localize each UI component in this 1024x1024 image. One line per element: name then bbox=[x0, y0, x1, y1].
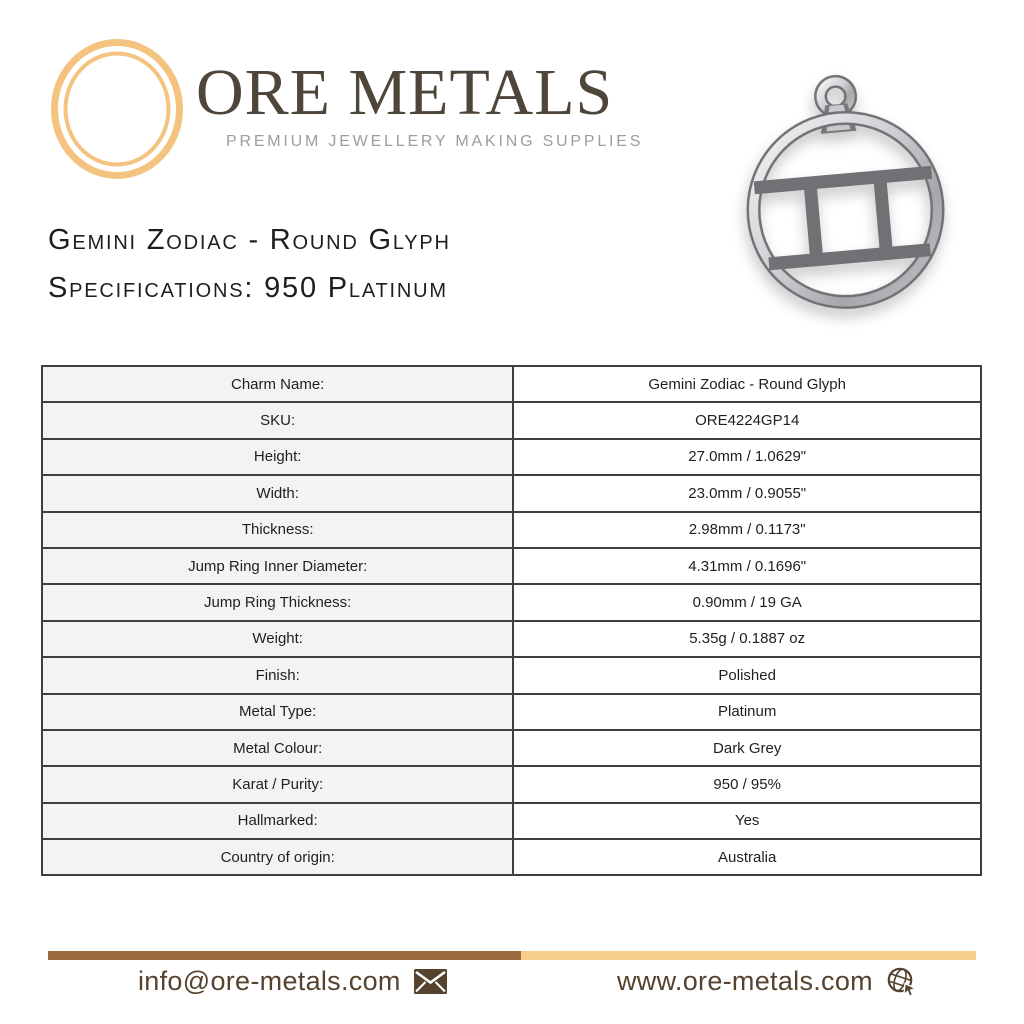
spec-label: Finish: bbox=[42, 657, 513, 693]
spec-value: Polished bbox=[513, 657, 981, 693]
spec-table-row bbox=[42, 766, 981, 802]
spec-value: Australia bbox=[513, 839, 981, 875]
envelope-icon bbox=[414, 969, 447, 994]
spec-value: ORE4224GP14 bbox=[513, 402, 981, 438]
footer-divider-gold-segment bbox=[521, 951, 976, 960]
spec-label: Hallmarked: bbox=[42, 803, 513, 839]
spec-label: Charm Name: bbox=[42, 366, 513, 402]
spec-table-row bbox=[42, 548, 981, 584]
spec-table-row bbox=[42, 657, 981, 693]
spec-table-row bbox=[42, 730, 981, 766]
spec-label: SKU: bbox=[42, 402, 513, 438]
spec-label: Karat / Purity: bbox=[42, 766, 513, 802]
spec-value: Gemini Zodiac - Round Glyph bbox=[513, 366, 981, 402]
email-text[interactable]: info@ore-metals.com bbox=[138, 966, 401, 996]
spec-table-row bbox=[42, 475, 981, 511]
product-title-block bbox=[48, 216, 608, 312]
spec-table bbox=[41, 365, 982, 876]
spec-label: Country of origin: bbox=[42, 839, 513, 875]
spec-label: Height: bbox=[42, 439, 513, 475]
spec-label: Width: bbox=[42, 475, 513, 511]
brand-tagline: PREMIUM JEWELLERY MAKING SUPPLIES bbox=[226, 133, 644, 150]
spec-label: Jump Ring Inner Diameter: bbox=[42, 548, 513, 584]
spec-value: Dark Grey bbox=[513, 730, 981, 766]
product-title: Gemini Zodiac - Round Glyph bbox=[48, 224, 451, 256]
spec-value: Platinum bbox=[513, 694, 981, 730]
website-text[interactable]: www.ore-metals.com bbox=[617, 966, 873, 996]
spec-table-row bbox=[42, 839, 981, 875]
brand-name: ORE METALS bbox=[196, 56, 614, 129]
globe-icon bbox=[886, 966, 917, 997]
spec-table-row bbox=[42, 803, 981, 839]
spec-table-row bbox=[42, 621, 981, 657]
spec-value: 0.90mm / 19 GA bbox=[513, 584, 981, 620]
spec-value: 950 / 95% bbox=[513, 766, 981, 802]
spec-label: Metal Type: bbox=[42, 694, 513, 730]
spec-value: 4.31mm / 0.1696" bbox=[513, 548, 981, 584]
spec-value: 5.35g / 0.1887 oz bbox=[513, 621, 981, 657]
spec-value: 23.0mm / 0.9055" bbox=[513, 475, 981, 511]
footer-divider bbox=[48, 951, 976, 960]
spec-table-row bbox=[42, 402, 981, 438]
spec-label: Metal Colour: bbox=[42, 730, 513, 766]
charm-product-image bbox=[690, 34, 1000, 346]
spec-table-row bbox=[42, 366, 981, 402]
spec-table-row bbox=[42, 584, 981, 620]
footer-divider-brown-segment bbox=[48, 951, 521, 960]
spec-table-row bbox=[42, 439, 981, 475]
spec-value: 27.0mm / 1.0629" bbox=[513, 439, 981, 475]
email-contact[interactable] bbox=[138, 966, 447, 997]
spec-value: Yes bbox=[513, 803, 981, 839]
product-subtitle: Specifications: 950 Platinum bbox=[48, 272, 448, 304]
spec-value: 2.98mm / 0.1173" bbox=[513, 512, 981, 548]
spec-label: Thickness: bbox=[42, 512, 513, 548]
spec-table-row bbox=[42, 512, 981, 548]
spec-label: Weight: bbox=[42, 621, 513, 657]
double-ring-logo-icon bbox=[50, 38, 184, 180]
website-contact[interactable] bbox=[617, 966, 917, 997]
brand-block bbox=[196, 56, 644, 151]
spec-table-row bbox=[42, 694, 981, 730]
spec-label: Jump Ring Thickness: bbox=[42, 584, 513, 620]
